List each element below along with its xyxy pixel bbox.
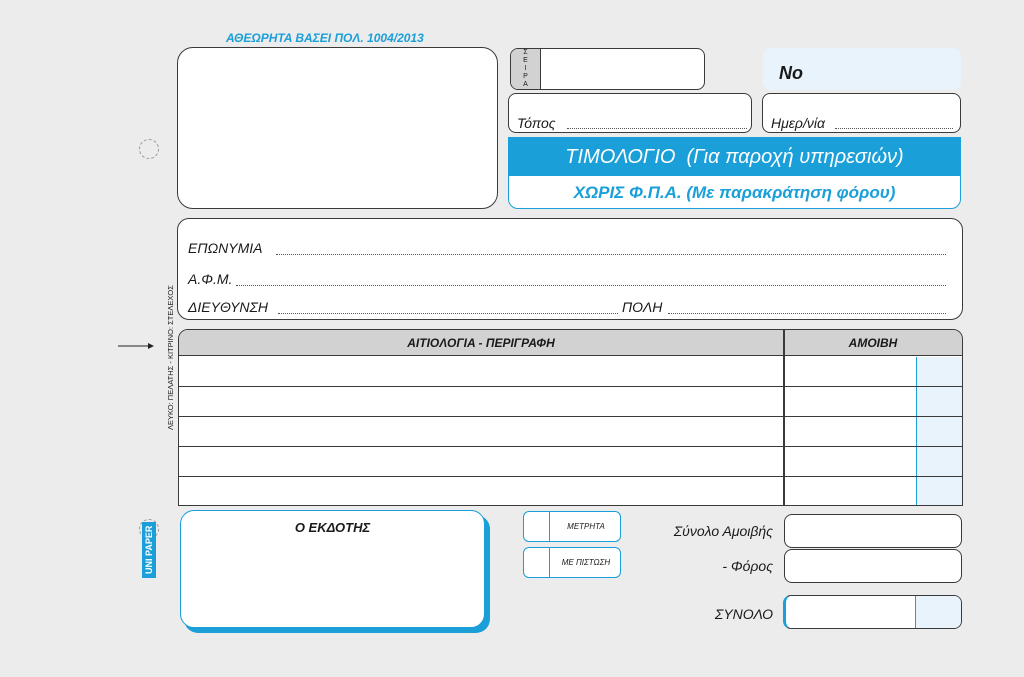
customer-name-field[interactable]	[276, 254, 946, 255]
grand-total-field[interactable]	[783, 595, 962, 629]
series-box[interactable]	[510, 48, 705, 90]
tax-label: - Φόρος	[722, 558, 773, 574]
cash-label: ΜΕΤΡΗΤΑ	[567, 522, 605, 531]
customer-afm-label: Α.Φ.Μ.	[188, 271, 233, 287]
series-letter: Ι	[524, 65, 527, 72]
table-row[interactable]	[179, 357, 962, 387]
description-column-header: ΑΙΤΙΟΛΟΓΙΑ - ΠΕΡΙΓΡΑΦΗ	[407, 336, 555, 350]
brand-text: UNI PAPER	[142, 522, 156, 578]
title-sub	[509, 177, 960, 208]
credit-option[interactable]	[523, 547, 621, 578]
number-label: No	[779, 63, 803, 83]
customer-address-label: ΔΙΕΥΘΥΝΣΗ	[188, 299, 269, 315]
copy-note-text: ΛΕΥΚΟ: ΠΕΛΑΤΗΣ - ΚΙΤΡΙΝΟ: ΣΤΕΛΕΧΟΣ	[166, 285, 175, 430]
credit-label: ΜΕ ΠΙΣΤΩΣΗ	[561, 558, 611, 567]
tax-field[interactable]	[784, 549, 962, 583]
uni-paper-logo	[140, 518, 158, 578]
series-letter: Σ	[523, 49, 528, 56]
grand-total-label: ΣΥΝΟΛΟ	[714, 606, 773, 622]
customer-afm-field[interactable]	[236, 285, 946, 286]
credit-checkbox[interactable]	[524, 548, 550, 577]
table-row[interactable]	[179, 447, 962, 477]
copy-note	[166, 250, 176, 430]
customer-box	[177, 218, 963, 320]
place-box[interactable]	[508, 93, 752, 133]
date-label: Ημερ/νία	[771, 115, 825, 131]
invoice-title: ΤΙΜΟΛΟΓΙΟ (Για παροχή υπηρεσιών)	[565, 145, 904, 168]
fee-total-label: Σύνολο Αμοιβής	[673, 523, 773, 539]
title-box	[508, 137, 961, 209]
series-letter: Ρ	[523, 73, 528, 80]
number-box[interactable]	[763, 48, 961, 90]
cash-option[interactable]	[523, 511, 621, 542]
date-dots	[835, 128, 953, 129]
customer-city-field[interactable]	[668, 313, 946, 314]
punch-hole-top	[139, 139, 159, 159]
table-row[interactable]	[179, 387, 962, 417]
title-main-band	[509, 138, 960, 176]
table-row[interactable]	[179, 417, 962, 447]
date-box[interactable]	[762, 93, 961, 133]
table-row[interactable]	[179, 477, 962, 506]
place-label: Τόπος	[517, 115, 556, 131]
issuer-logo-box[interactable]	[177, 47, 498, 209]
services-table	[178, 329, 963, 506]
table-header	[179, 330, 962, 356]
issuer-box[interactable]	[180, 510, 485, 628]
customer-name-label: ΕΠΩΝΥΜΙΑ	[188, 240, 263, 256]
fee-column-header: ΑΜΟΙΒΗ	[848, 336, 898, 350]
grand-total-decimal	[915, 596, 961, 628]
series-label	[511, 49, 541, 89]
arrow-icon	[118, 337, 154, 345]
invoice-subtitle: ΧΩΡΙΣ Φ.Π.Α. (Με παρακράτηση φόρου)	[573, 182, 896, 202]
fee-total-field[interactable]	[784, 514, 962, 548]
customer-city-label: ΠΟΛΗ	[622, 299, 663, 315]
series-letter: Ε	[523, 57, 528, 64]
exemption-note: ΑΘΕΩΡΗΤΑ ΒΑΣΕΙ ΠΟΛ. 1004/2013	[226, 31, 424, 45]
customer-address-field[interactable]	[278, 313, 618, 314]
issuer-label: Ο ΕΚΔΟΤΗΣ	[294, 520, 371, 535]
place-dots	[567, 128, 747, 129]
cash-checkbox[interactable]	[524, 512, 550, 541]
series-letter: Α	[523, 81, 528, 88]
